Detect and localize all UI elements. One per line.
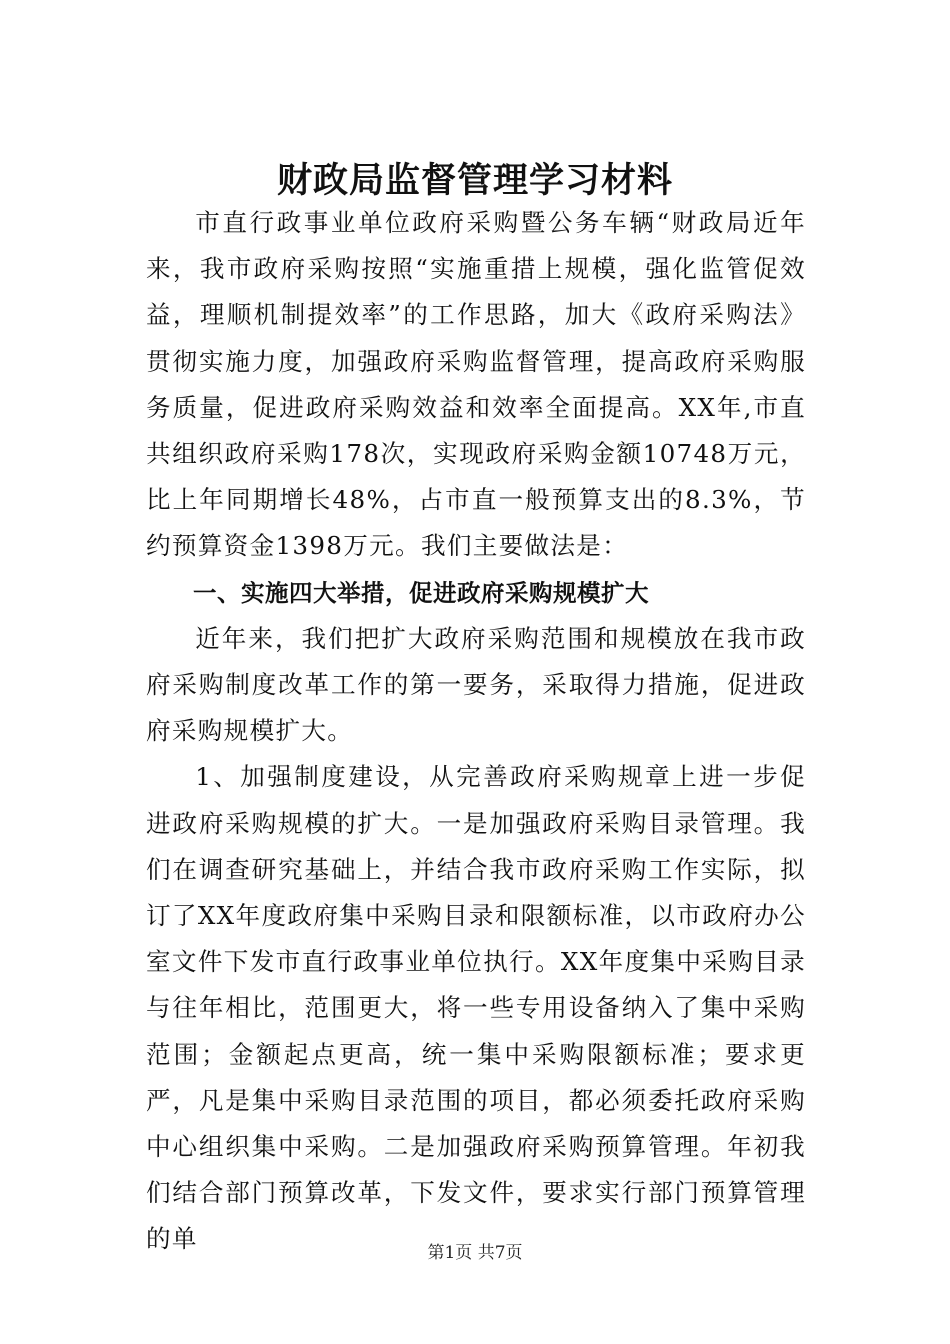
paragraph-item-1: 1、加强制度建设，从完善政府采购规章上进一步促进政府采购规模的扩大。一是加强政府采购目录管理。我们在调查研究基础上，并结合我市政府采购工作实际，拟订了XX年度政府集中采购目录和限额标准，以市政府办公室文件下发市直行政事业单位执行。XX年度集中采购目录与往年相比，范围更大，将一些专用设备纳入了集中采购范围；金额起点更高，统一集中采购限额标准；要求更严，凡是集中采购目录范围的项目，都必须委托政府采购中心组织集中采购。二是加强政府采购预算管理。年初我们结合部门预算改革，下发文件，要求实行部门预算管理的单	[146, 762, 806, 1254]
page-number-footer: 第1页 共7页	[427, 1243, 523, 1263]
paragraph-intro: 市直行政事业单位政府采购暨公务车辆“财政局近年来，我市政府采购按照“实施重措上规模，强化监管促效益，理顺机制提效率”的工作思路，加大《政府采购法》贯彻实施力度，加强政府采购监督管理，提高政府采购服务质量，促进政府采购效益和效率全面提高。XX年,市直共组织政府采购178次，实现政府采购金额10748万元，比上年同期增长48%，占市直一般预算支出的8.3%，节约预算资金1398万元。我们主要做法是：	[146, 208, 806, 561]
section-heading-1: 一、实施四大举措，促进政府采购规模扩大	[193, 578, 649, 607]
document-title: 财政局监督管理学习材料	[276, 160, 673, 202]
paragraph-section-1-intro: 近年来，我们把扩大政府采购范围和规模放在我市政府采购制度改革工作的第一要务，采取得力措施，促进政府采购规模扩大。	[146, 623, 806, 746]
document-body	[146, 200, 806, 1263]
